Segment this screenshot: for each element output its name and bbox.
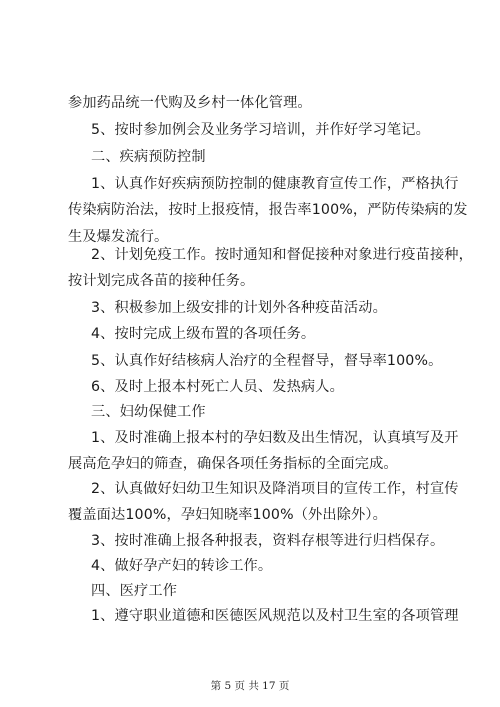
text-line: 4、按时完成上级布置的各项任务。: [91, 326, 316, 342]
text-line: 参加药品统一代购及乡村一体化管理。: [68, 95, 312, 111]
section-heading: 二、疾病预防控制: [91, 149, 206, 165]
text-line: 4、做好孕产妇的转诊工作。: [91, 558, 273, 574]
text-line: 2、计划免疫工作。按时通知和督促接种对象进行疫苗接种，: [91, 247, 473, 263]
text-line: 3、积极参加上级安排的计划外各种疫苗活动。: [91, 300, 387, 316]
text-line: 5、按时参加例会及业务学习培训，并作好学习笔记。: [91, 122, 430, 138]
text-line: 3、按时准确上报各种报表，资料存根等进行归档保存。: [91, 533, 445, 549]
text-line: 1、及时准确上报本村的孕妇数及出生情况，认真填写及开: [91, 430, 459, 446]
text-line: 传染病防治法，按时上报疫情，报告率100%，严防传染病的发: [68, 202, 468, 218]
text-line: 覆盖面达100%，孕妇知晓率100%（外出除外）。: [68, 507, 387, 523]
text-line: 1、遵守职业道德和医德医风规范以及村卫生室的各项管理: [91, 608, 459, 624]
section-heading: 三、妇幼保健工作: [91, 404, 206, 420]
text-line: 5、认真作好结核病人治疗的全程督导，督导率100%。: [91, 353, 443, 369]
text-line: 1、认真作好疾病预防控制的健康教育宣传工作，严格执行: [91, 176, 459, 192]
text-line: 2、认真做好妇幼卫生知识及降消项目的宣传工作，村宣传: [91, 481, 459, 497]
text-line: 6、及时上报本村死亡人员、发热病人。: [91, 379, 344, 395]
text-line: 生及爆发流行。: [68, 229, 169, 245]
text-line: 展高危孕妇的筛查，确保各项任务指标的全面完成。: [68, 456, 398, 472]
text-line: 按计划完成各苗的接种任务。: [68, 273, 255, 289]
page-number-footer: 第 5 页 共 17 页: [210, 680, 290, 692]
section-heading: 四、医疗工作: [91, 583, 178, 599]
